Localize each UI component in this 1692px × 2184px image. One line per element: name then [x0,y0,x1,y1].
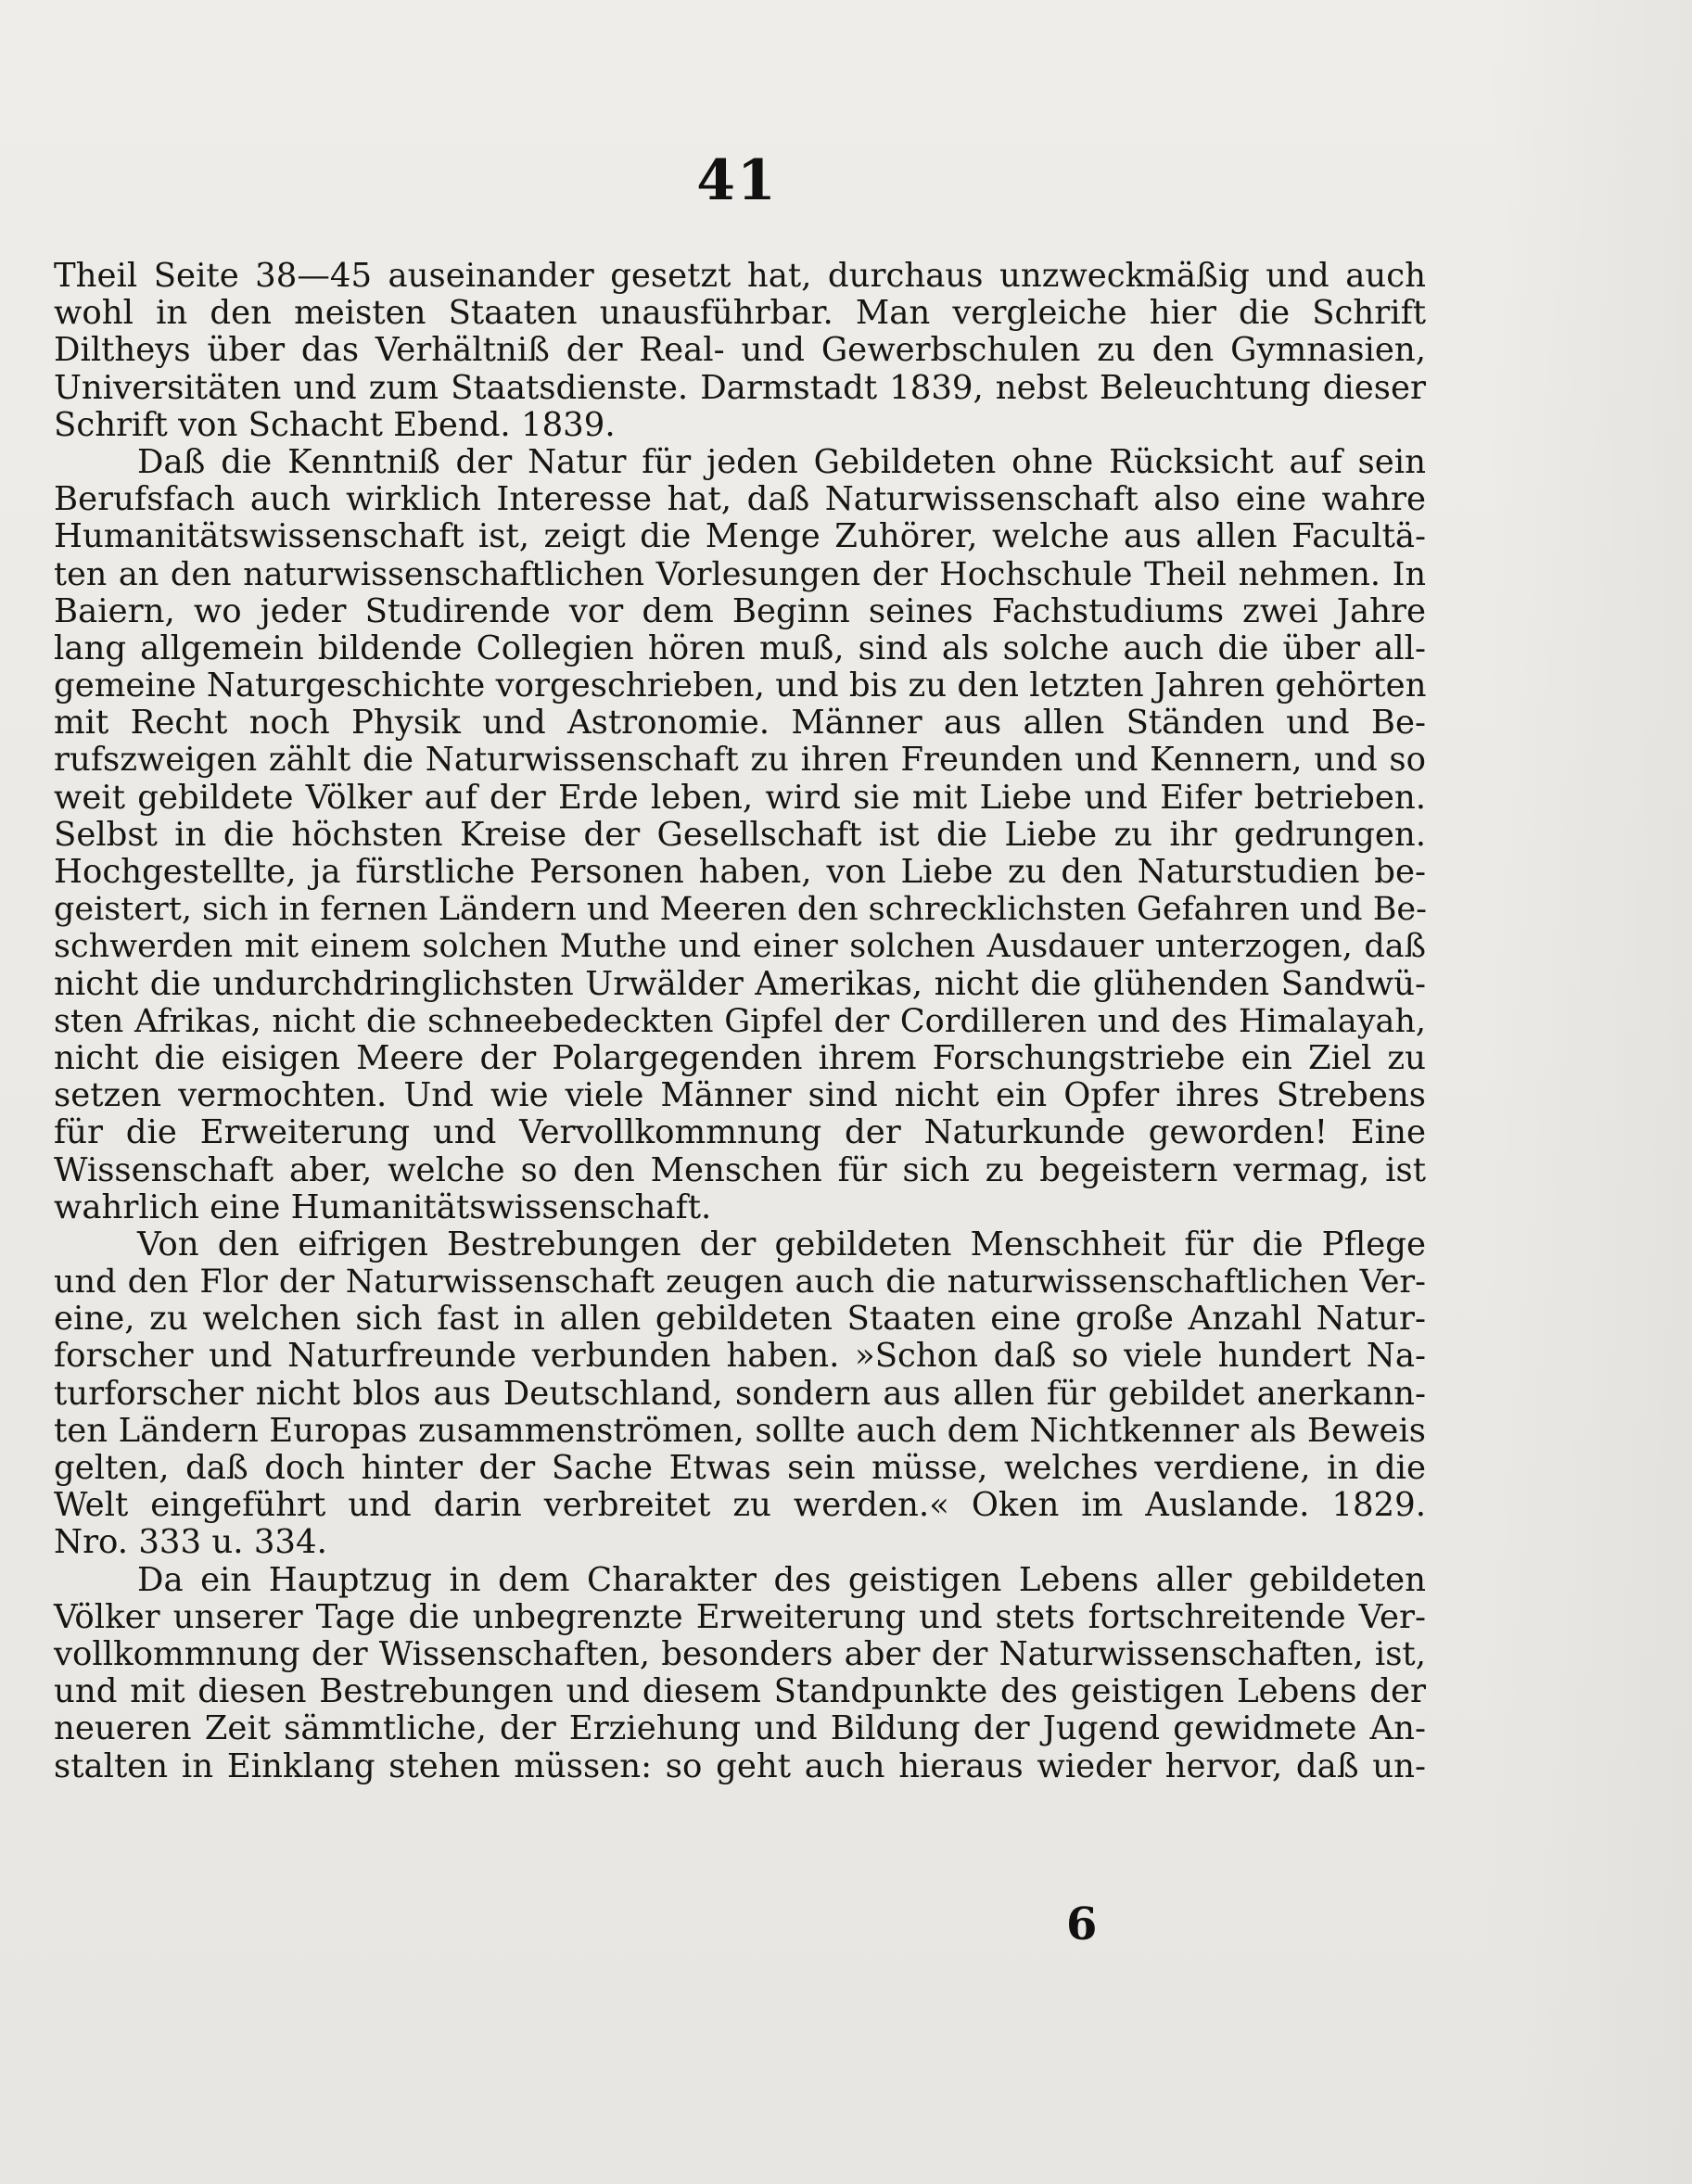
text-line: mit Recht noch Physik und Astronomie. Männer aus allen Ständen und Be- [54,704,1426,743]
text-line: stalten in Einklang stehen müssen: so geht auch hieraus wieder hervor, daß un- [54,1746,1426,1785]
text-line: Wissenschaft aber, welche so den Menschen für sich zu begeistern vermag, ist [54,1150,1426,1189]
text-line: Welt eingeführt und darin verbreitet zu werden.« Oken im Auslande. 1829. [54,1486,1426,1525]
text-line: und mit diesen Bestrebungen und diesem Standpunkte des geistigen Lebens der [54,1672,1426,1711]
text-line: turforscher nicht blos aus Deutschland, sondern aus allen für gebildet anerkann- [54,1374,1426,1413]
text-line: ten Ländern Europas zusammenströmen, sollte auch dem Nichtkenner als Beweis [54,1411,1426,1450]
text-line: wohl in den meisten Staaten unausführbar. Man vergleiche hier die Schrift [54,294,1426,333]
text-line: neueren Zeit sämmtliche, der Erziehung und Bildung der Jugend gewidmete An- [54,1709,1426,1748]
signature-mark: 6 [1066,1898,1098,1950]
text-line: ten an den naturwissenschaftlichen Vorlesungen der Hochschule Theil nehmen. In [54,555,1426,593]
paragraph-start-line: Von den eifrigen Bestrebungen der gebildeten Menschheit für die Pflege [137,1225,1426,1263]
text-line: nicht die undurchdringlichsten Urwälder Amerikas, nicht die glühenden Sandwü- [54,964,1426,1003]
text-line: Baiern, wo jeder Studirende vor dem Beginn seines Fachstudiums zwei Jahre [54,591,1426,630]
text-line: schwerden mit einem solchen Muthe und einer solchen Ausdauer unterzogen, daß [54,928,1426,966]
text-line: Nro. 333 u. 334. [54,1523,327,1562]
text-line: vollkommnung der Wissenschaften, besonders aber der Naturwissenschaften, ist, [54,1634,1426,1673]
text-line: forscher und Naturfreunde verbunden haben. »Schon daß so viele hundert Na- [54,1337,1426,1376]
paragraph-start-line: Daß die Kenntniß der Natur für jeden Gebildeten ohne Rücksicht auf sein [137,442,1426,481]
text-line: lang allgemein bildende Collegien hören muß, sind als solche auch die über all- [54,629,1426,667]
text-line: Universitäten und zum Staatsdienste. Darmstadt 1839, nebst Beleuchtung dieser [54,368,1426,407]
page-shading [1488,0,1692,2184]
text-line: gemeine Naturgeschichte vorgeschrieben, und bis zu den letzten Jahren gehörten [54,667,1427,705]
text-line: für die Erweiterung und Vervollkommnung der Naturkunde geworden! Eine [54,1113,1426,1152]
text-line: geistert, sich in fernen Ländern und Meeren den schrecklichsten Gefahren und Be- [54,891,1427,929]
text-line: Theil Seite 38—45 auseinander gesetzt hat, durchaus unzweckmäßig und auch [54,257,1426,295]
text-line: eine, zu welchen sich fast in allen gebildeten Staaten eine große Anzahl Natur- [54,1300,1426,1339]
text-line: weit gebildete Völker auf der Erde leben, wird sie mit Liebe und Eifer betrieben. [54,778,1426,817]
text-line: Schrift von Schacht Ebend. 1839. [54,405,616,444]
text-line: nicht die eisigen Meere der Polargegenden ihrem Forschungstriebe ein Ziel zu [54,1038,1426,1077]
paragraph-start-line: Da ein Hauptzug in dem Charakter des geistigen Lebens aller gebildeten [137,1560,1426,1599]
page-number: 41 [696,148,778,213]
text-line: Hochgestellte, ja fürstliche Personen haben, von Liebe zu den Naturstudien be- [54,853,1426,891]
text-line: rufszweigen zählt die Naturwissenschaft zu ihren Freunden und Kennern, und so [54,741,1426,780]
text-line: Berufsfach auch wirklich Interesse hat, daß Naturwissenschaft also eine wahre [54,480,1426,519]
text-line: Diltheys über das Verhältniß der Real- und Gewerbschulen zu den Gymnasien, [54,331,1426,370]
text-line: und den Flor der Naturwissenschaft zeugen auch die naturwissenschaftlichen Ver- [54,1263,1426,1302]
text-line: wahrlich eine Humanitätswissenschaft. [54,1187,712,1226]
body-text [54,258,1426,1785]
text-line: Völker unserer Tage die unbegrenzte Erweiterung und stets fortschreitende Ver- [54,1597,1426,1636]
text-line: sten Afrikas, nicht die schneebedeckten Gipfel der Cordilleren und des Himalayah, [54,1002,1426,1040]
text-line: Selbst in die höchsten Kreise der Gesellschaft ist die Liebe zu ihr gedrungen. [54,815,1426,854]
text-line: Humanitätswissenschaft ist, zeigt die Menge Zuhörer, welche aus allen Facultä- [54,517,1426,556]
text-line: setzen vermochten. Und wie viele Männer sind nicht ein Opfer ihres Strebens [54,1076,1426,1115]
text-line: gelten, daß doch hinter der Sache Etwas sein müsse, welches verdiene, in die [54,1449,1426,1487]
